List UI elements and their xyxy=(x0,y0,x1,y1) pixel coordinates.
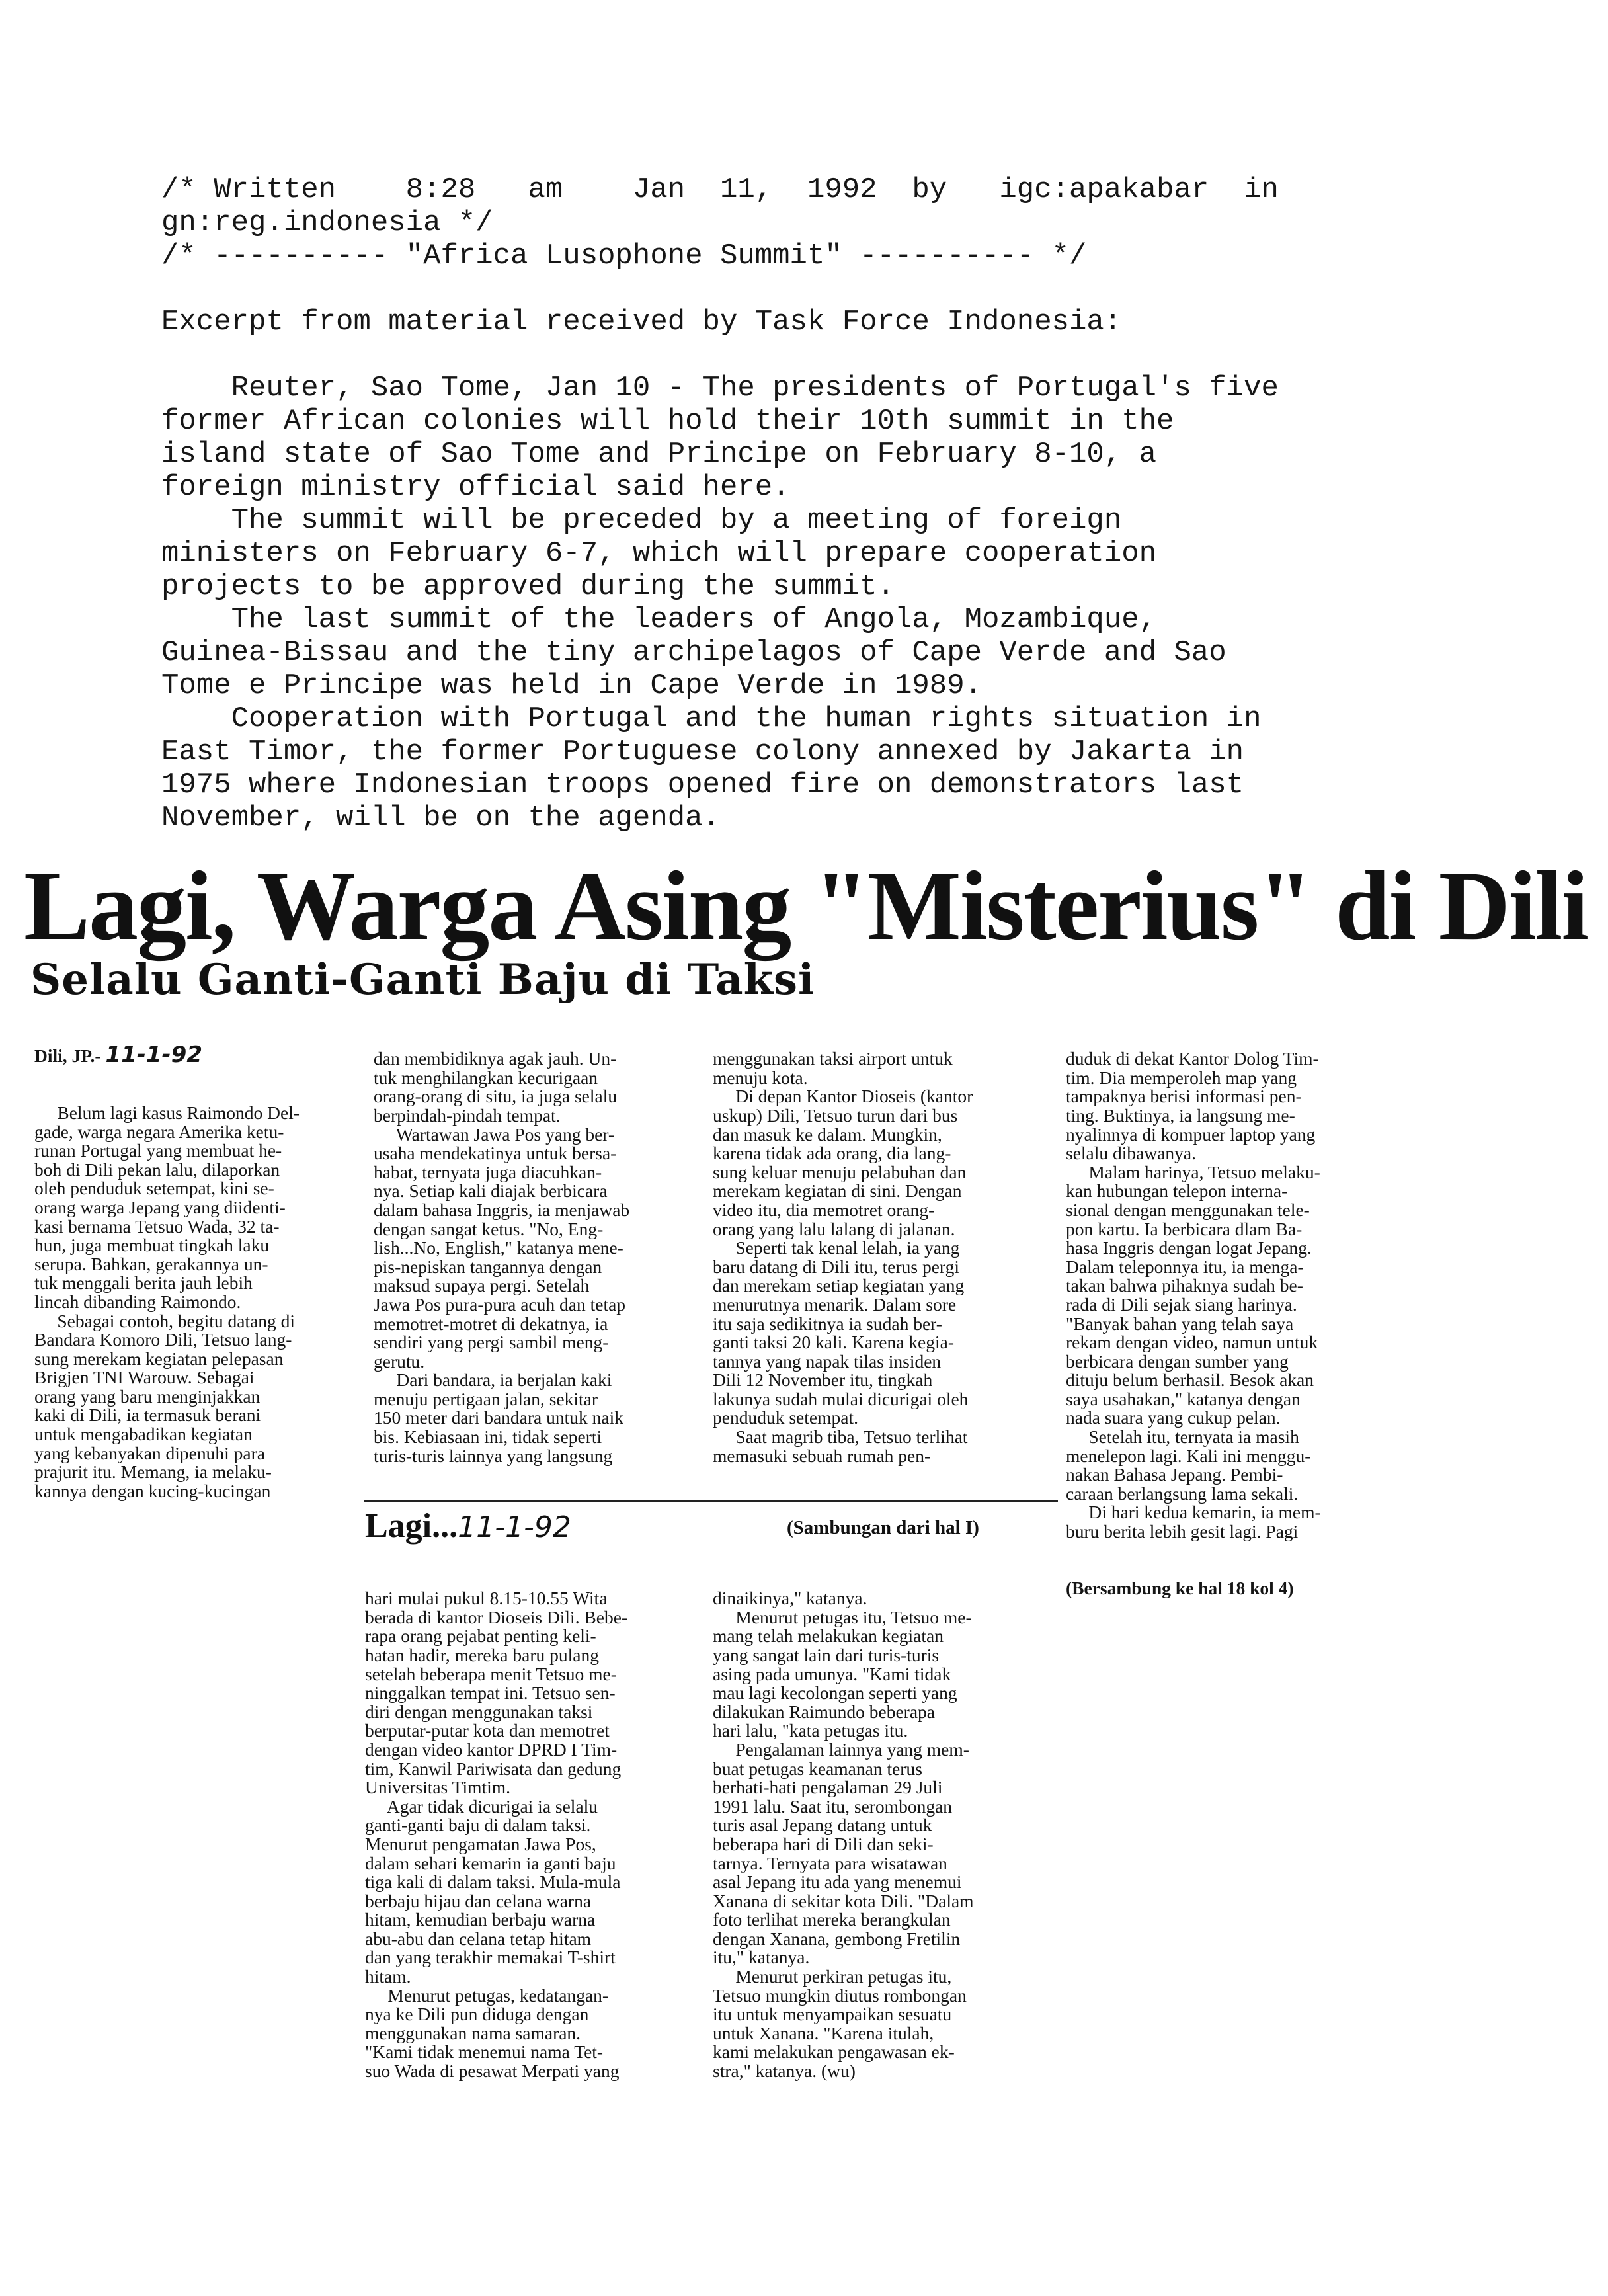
article-line: Universitas Timtim. xyxy=(365,1777,511,1798)
article-line: menggunakan nama samaran. xyxy=(365,2022,581,2043)
article-line: duduk di dekat Kantor Dolog Tim- xyxy=(1066,1048,1319,1069)
article-line: lincah dibanding Raimondo. xyxy=(34,1291,241,1312)
article-line: "Banyak bahan yang telah saya xyxy=(1066,1313,1294,1334)
continuation-from-label: (Sambungan dari hal I) xyxy=(787,1517,979,1538)
article-line: mang telah melakukan kegiatan xyxy=(713,1625,944,1647)
continuation-column-a-text xyxy=(365,1589,696,2080)
article-line: Wartawan Jawa Pos yang ber- xyxy=(374,1124,615,1145)
article-line: lish...No, English," katanya mene- xyxy=(374,1237,623,1258)
email-body-line: November, will be on the agenda. xyxy=(161,801,720,835)
article-line: Menurut perkiran petugas itu, xyxy=(713,1966,952,1987)
column-3-text xyxy=(713,1049,1051,1465)
article-line: Bandara Komoro Dili, Tetsuo lang- xyxy=(34,1329,292,1350)
article-line: boh di Dili pekan lalu, dilaporkan xyxy=(34,1159,280,1180)
article-dateline: Dili, JP.- xyxy=(34,1046,101,1067)
article-line: berhati-hati pengalaman 29 Juli xyxy=(713,1777,943,1798)
article-line: Pengalaman lainnya yang mem- xyxy=(713,1739,969,1760)
article-line: rekam dengan video, namun untuk xyxy=(1066,1332,1318,1353)
article-line: Malam harinya, Tetsuo melaku- xyxy=(1066,1161,1320,1182)
article-line: Xanana di sekitar kota Dili. "Dalam xyxy=(713,1890,974,1911)
article-line: kannya dengan kucing-kucingan xyxy=(34,1480,271,1501)
continuation-footer: (Bersambung ke hal 18 kol 4) xyxy=(1066,1577,1294,1598)
article-line: Setelah itu, ternyata ia masih xyxy=(1066,1426,1299,1448)
article-line: dituju belum berhasil. Besok akan xyxy=(1066,1370,1314,1391)
continuation-column-a xyxy=(365,1551,696,2082)
article-line: video itu, dia memotret orang- xyxy=(713,1199,935,1220)
article-line: rapa orang pejabat penting keli- xyxy=(365,1625,596,1647)
article-line: menuju pertigaan jalan, sekitar xyxy=(374,1388,598,1409)
article-line: takan bahwa pihaknya sudah be- xyxy=(1066,1275,1303,1296)
article-line: untuk mengabadikan kegiatan xyxy=(34,1424,253,1445)
email-body-line: The last summit of the leaders of Angola, Mozambique, xyxy=(161,603,1157,636)
article-line: hitam. xyxy=(365,1966,411,1987)
article-line: ninggalkan tempat ini. Tetsuo sen- xyxy=(365,1682,616,1703)
article-line: orang yang baru menginjakkan xyxy=(34,1385,261,1407)
email-header-line-3: /* ---------- "Africa Lusophone Summit" ---------- */ xyxy=(161,239,1087,272)
article-line: tampaknya berisi informasi pen- xyxy=(1066,1086,1302,1107)
article-line: turis asal Jepang datang untuk xyxy=(713,1815,932,1836)
article-line: prajurit itu. Memang, ia melaku- xyxy=(34,1461,272,1483)
article-line: beberapa hari di Dili dan seki- xyxy=(713,1833,934,1854)
article-line: hari mulai pukul 8.15-10.55 Wita xyxy=(365,1588,608,1609)
article-line: Menurut petugas, kedatangan- xyxy=(365,1985,609,2006)
email-body-line: East Timor, the former Portuguese colony annexed by Jakarta in xyxy=(161,735,1244,768)
article-line: dan yang terakhir memakai T-shirt xyxy=(365,1947,616,1968)
email-body-line: ministers on February 6-7, which will prepare cooperation xyxy=(161,537,1157,570)
article-line: turis-turis lainnya yang langsung xyxy=(374,1445,613,1466)
article-line: sendiri yang pergi sambil meng- xyxy=(374,1332,609,1353)
handwritten-date: 11-1-92 xyxy=(105,1042,202,1069)
article-line: Dari bandara, ia berjalan kaki xyxy=(374,1370,612,1391)
article-line: orang yang lalu lalang di jalanan. xyxy=(713,1218,955,1239)
email-intro: Excerpt from material received by Task Force Indonesia: xyxy=(161,306,1122,339)
article-line: 1991 lalu. Saat itu, serombongan xyxy=(713,1795,953,1817)
article-line: hari lalu, "kata petugas itu. xyxy=(713,1720,908,1741)
article-line: sung merekam kegiatan pelepasan xyxy=(34,1348,284,1369)
article-line: Agar tidak dicurigai ia selalu xyxy=(365,1795,598,1817)
article-line: tarnya. Ternyata para wisatawan xyxy=(713,1852,947,1873)
article-line: ganti-ganti baju di dalam taksi. xyxy=(365,1815,591,1836)
article-line: menelepon lagi. Kali ini menggu- xyxy=(1066,1445,1311,1466)
article-line: itu," katanya. xyxy=(713,1947,810,1968)
article-line: pon kartu. Ia berbicara dlam Ba- xyxy=(1066,1218,1303,1239)
article-line: dengan Xanana, gembong Fretilin xyxy=(713,1928,961,1949)
article-line: Di depan Kantor Dioseis (kantor xyxy=(713,1086,973,1107)
email-body-line: island state of Sao Tome and Principe on February 8-10, a xyxy=(161,438,1157,471)
article-line: hasa Inggris dengan logat Jepang. xyxy=(1066,1237,1312,1258)
article-line: menggunakan taksi airport untuk xyxy=(713,1048,953,1069)
article-line: usaha mendekatinya untuk bersa- xyxy=(374,1143,617,1164)
article-line: tim. Dia memperoleh map yang xyxy=(1066,1067,1297,1088)
email-body-line: former African colonies will hold their 10th summit in the xyxy=(161,405,1174,438)
article-line: Jawa Pos pura-pura acuh dan tetap xyxy=(374,1293,626,1315)
article-headline: Lagi, Warga Asing "Misterius" di Dili xyxy=(24,851,1588,961)
continuation-title xyxy=(365,1506,571,1545)
article-line: Dili 12 November itu, tingkah xyxy=(713,1370,933,1391)
article-line: kasi bernama Tetsuo Wada, 32 ta- xyxy=(34,1215,280,1237)
article-line: nya. Setiap kali diajak berbicara xyxy=(374,1180,608,1202)
email-header-line-2: gn:reg.indonesia */ xyxy=(161,206,493,239)
article-line: tuk menggali berita jauh lebih xyxy=(34,1272,253,1293)
article-line: suo Wada di pesawat Merpati yang xyxy=(365,2061,620,2082)
email-header-line-1: /* Written 8:28 am Jan 11, 1992 by igc:apakabar in xyxy=(161,173,1279,206)
article-line: runan Portugal yang membuat he- xyxy=(34,1140,282,1161)
article-line: lakunya sudah mulai dicurigai oleh xyxy=(713,1388,969,1409)
column-2-text xyxy=(374,1049,704,1465)
article-line: nyalinnya di kompuer laptop yang xyxy=(1066,1124,1316,1145)
article-line: dan merekam setiap kegiatan yang xyxy=(713,1275,965,1296)
article-line: stra," katanya. (wu) xyxy=(713,2061,856,2082)
article-line: nya ke Dili pun diduga dengan xyxy=(365,2004,589,2025)
article-line: 150 meter dari bandara untuk naik xyxy=(374,1407,623,1428)
article-line: baru datang di Dili itu, terus pergi xyxy=(713,1256,959,1277)
article-line: asing pada umunya. "Kami tidak xyxy=(713,1663,951,1684)
article-column-2 xyxy=(374,1012,704,1488)
article-line: menuju kota. xyxy=(713,1067,808,1088)
email-body-line: foreign ministry official said here. xyxy=(161,471,790,504)
article-line: orang warga Jepang yang diidenti- xyxy=(34,1196,286,1217)
article-line: kaki di Dili, ia termasuk berani xyxy=(34,1405,261,1426)
article-line: tannya yang napak tilas insiden xyxy=(713,1350,942,1372)
article-line: untuk Xanana. "Karena itulah, xyxy=(713,2022,934,2043)
article-line: dengan sangat ketus. "No, Eng- xyxy=(374,1218,604,1239)
article-line: saya usahakan," katanya dengan xyxy=(1066,1388,1301,1409)
article-line: berpindah-pindah tempat. xyxy=(374,1104,561,1126)
email-body-line: Guinea-Bissau and the tiny archipelagos of Cape Verde and Sao xyxy=(161,636,1226,669)
article-line: nada suara yang cukup pelan. xyxy=(1066,1407,1281,1428)
article-line: hitam, kemudian berbaju warna xyxy=(365,1909,596,1930)
article-line: diri dengan menggunakan taksi xyxy=(365,1701,593,1722)
email-body-line: Cooperation with Portugal and the human rights situation in xyxy=(161,702,1262,735)
article-line: Seperti tak kenal lelah, ia yang xyxy=(713,1237,960,1258)
article-line: asal Jepang itu ada yang menemui xyxy=(713,1871,962,1893)
email-body-line: 1975 where Indonesian troops opened fire on demonstrators last xyxy=(161,768,1244,801)
article-line: memasuki sebuah rumah pen- xyxy=(713,1445,931,1466)
article-line: karena tidak ada orang, dia lang- xyxy=(713,1143,951,1164)
article-line: hun, juga membuat tingkah laku xyxy=(34,1235,270,1256)
article-line: dinaikinya," katanya. xyxy=(713,1588,867,1609)
article-line: itu saja sedikitnya ia sudah ber- xyxy=(713,1313,942,1334)
article-line: yang sangat lain dari turis-turis xyxy=(713,1644,940,1665)
article-line: abu-abu dan celana tetap hitam xyxy=(365,1928,592,1949)
article-line: berputar-putar kota dan memotret xyxy=(365,1720,610,1741)
article-line: setelah beberapa menit Tetsuo me- xyxy=(365,1663,617,1684)
article-line: dalam bahasa Inggris, ia menjawab xyxy=(374,1199,630,1220)
article-line: itu untuk menyampaikan sesuatu xyxy=(713,2004,952,2025)
article-line: ting. Buktinya, ia langsung me- xyxy=(1066,1104,1295,1126)
article-line: orang-orang di situ, ia juga selalu xyxy=(374,1086,618,1107)
article-line: buru berita lebih gesit lagi. Pagi xyxy=(1066,1521,1299,1542)
article-line: merekam kegiatan di sini. Dengan xyxy=(713,1180,962,1202)
article-line: menurutnya menarik. Dalam sore xyxy=(713,1293,957,1315)
article-line: "Kami tidak menemui nama Tet- xyxy=(365,2041,604,2063)
article-line: Brigjen TNI Warouw. Sebagai xyxy=(34,1367,255,1388)
article-line: Dalam teleponnya itu, ia menga- xyxy=(1066,1256,1304,1277)
article-line: ganti taksi 20 kali. Karena kegia- xyxy=(713,1332,955,1353)
email-body-line: Tome e Principe was held in Cape Verde in 1989. xyxy=(161,669,983,702)
column-1-text xyxy=(34,1104,362,1500)
continuation-column-b xyxy=(713,1551,1057,2082)
article-line: Menurut petugas itu, Tetsuo me- xyxy=(713,1606,972,1627)
article-line: tim, Kanwil Pariwisata dan gedung xyxy=(365,1758,622,1779)
article-line: foto terlihat mereka berangkulan xyxy=(713,1909,951,1930)
article-column-4 xyxy=(1066,1012,1410,1627)
article-line: dengan video kantor DPRD I Tim- xyxy=(365,1739,618,1760)
article-line: kan hubungan telepon interna- xyxy=(1066,1180,1288,1202)
article-subheadline: Selalu Ganti-Ganti Baju di Taksi xyxy=(30,955,815,1004)
article-line: uskup) Dili, Tetsuo turun dari bus xyxy=(713,1104,958,1126)
email-body-line: projects to be approved during the summit. xyxy=(161,570,895,603)
article-line: bis. Kebiasaan ini, tidak seperti xyxy=(374,1426,602,1448)
continuation-rule xyxy=(364,1500,1058,1502)
article-line: dilakukan Raimundo beberapa xyxy=(713,1701,936,1722)
article-line: sung keluar menuju pelabuhan dan xyxy=(713,1161,967,1182)
article-line: gade, warga negara Amerika ketu- xyxy=(34,1121,284,1142)
article-line: berbaju hijau dan celana warna xyxy=(365,1890,592,1911)
article-line: Tetsuo mungkin diutus rombongan xyxy=(713,1985,967,2006)
article-line: maksud supaya pergi. Setelah xyxy=(374,1275,590,1296)
article-line: mau lagi kecolongan seperti yang xyxy=(713,1682,957,1703)
article-line: dan membidiknya agak jauh. Un- xyxy=(374,1048,617,1069)
article-line: dan masuk ke dalam. Mungkin, xyxy=(713,1124,942,1145)
column-4-text xyxy=(1066,1049,1410,1541)
article-line: rada di Dili sejak siang harinya. xyxy=(1066,1293,1297,1315)
article-line: tuk menghilangkan kecurigaan xyxy=(374,1067,598,1088)
article-line: caraan berlangsung lama sekali. xyxy=(1066,1483,1299,1504)
article-line: Di hari kedua kemarin, ia mem- xyxy=(1066,1502,1321,1523)
article-line: dalam sehari kemarin ia ganti baju xyxy=(365,1852,616,1873)
article-line: serupa. Bahkan, gerakannya un- xyxy=(34,1253,268,1274)
article-line: selalu dibawanya. xyxy=(1066,1143,1197,1164)
email-body-line: Reuter, Sao Tome, Jan 10 - The presidents of Portugal's five xyxy=(161,372,1279,405)
article-line: habat, ternyata juga diacuhkan- xyxy=(374,1161,602,1182)
article-column-3 xyxy=(713,1012,1051,1488)
article-line: tiga kali di dalam taksi. Mula-mula xyxy=(365,1871,621,1893)
article-line: Sebagai contoh, begitu datang di xyxy=(34,1310,296,1331)
article-line: penduduk setempat. xyxy=(713,1407,858,1428)
article-line: Saat magrib tiba, Tetsuo terlihat xyxy=(713,1426,968,1448)
article-column-1 xyxy=(34,1008,362,1501)
article-line: kami melakukan pengawasan ek- xyxy=(713,2041,955,2063)
article-line: hatan hadir, mereka baru pulang xyxy=(365,1644,599,1665)
continuation-handwritten-date: 11-1-92 xyxy=(458,1510,571,1544)
continuation-column-b-text xyxy=(713,1589,1057,2080)
continuation-title-text: Lagi... xyxy=(365,1507,458,1545)
article-line: buat petugas keamanan terus xyxy=(713,1758,922,1779)
article-line: sional dengan menggunakan tele- xyxy=(1066,1199,1310,1220)
article-line: oleh penduduk setempat, kini se- xyxy=(34,1178,274,1199)
article-line: yang kebanyakan dipenuhi para xyxy=(34,1442,265,1463)
article-line: pis-nepiskan tangannya dengan xyxy=(374,1256,602,1277)
article-line: Belum lagi kasus Raimondo Del- xyxy=(34,1102,300,1123)
article-line: nakan Bahasa Jepang. Pembi- xyxy=(1066,1464,1283,1485)
email-body-line: The summit will be preceded by a meeting of foreign xyxy=(161,504,1122,537)
article-line: memotret-motret di dekatnya, ia xyxy=(374,1313,608,1334)
article-line: gerutu. xyxy=(374,1350,425,1372)
article-line: Menurut pengamatan Jawa Pos, xyxy=(365,1833,596,1854)
article-line: berada di kantor Dioseis Dili. Bebe- xyxy=(365,1606,628,1627)
article-line: berbicara dengan sumber yang xyxy=(1066,1350,1289,1372)
